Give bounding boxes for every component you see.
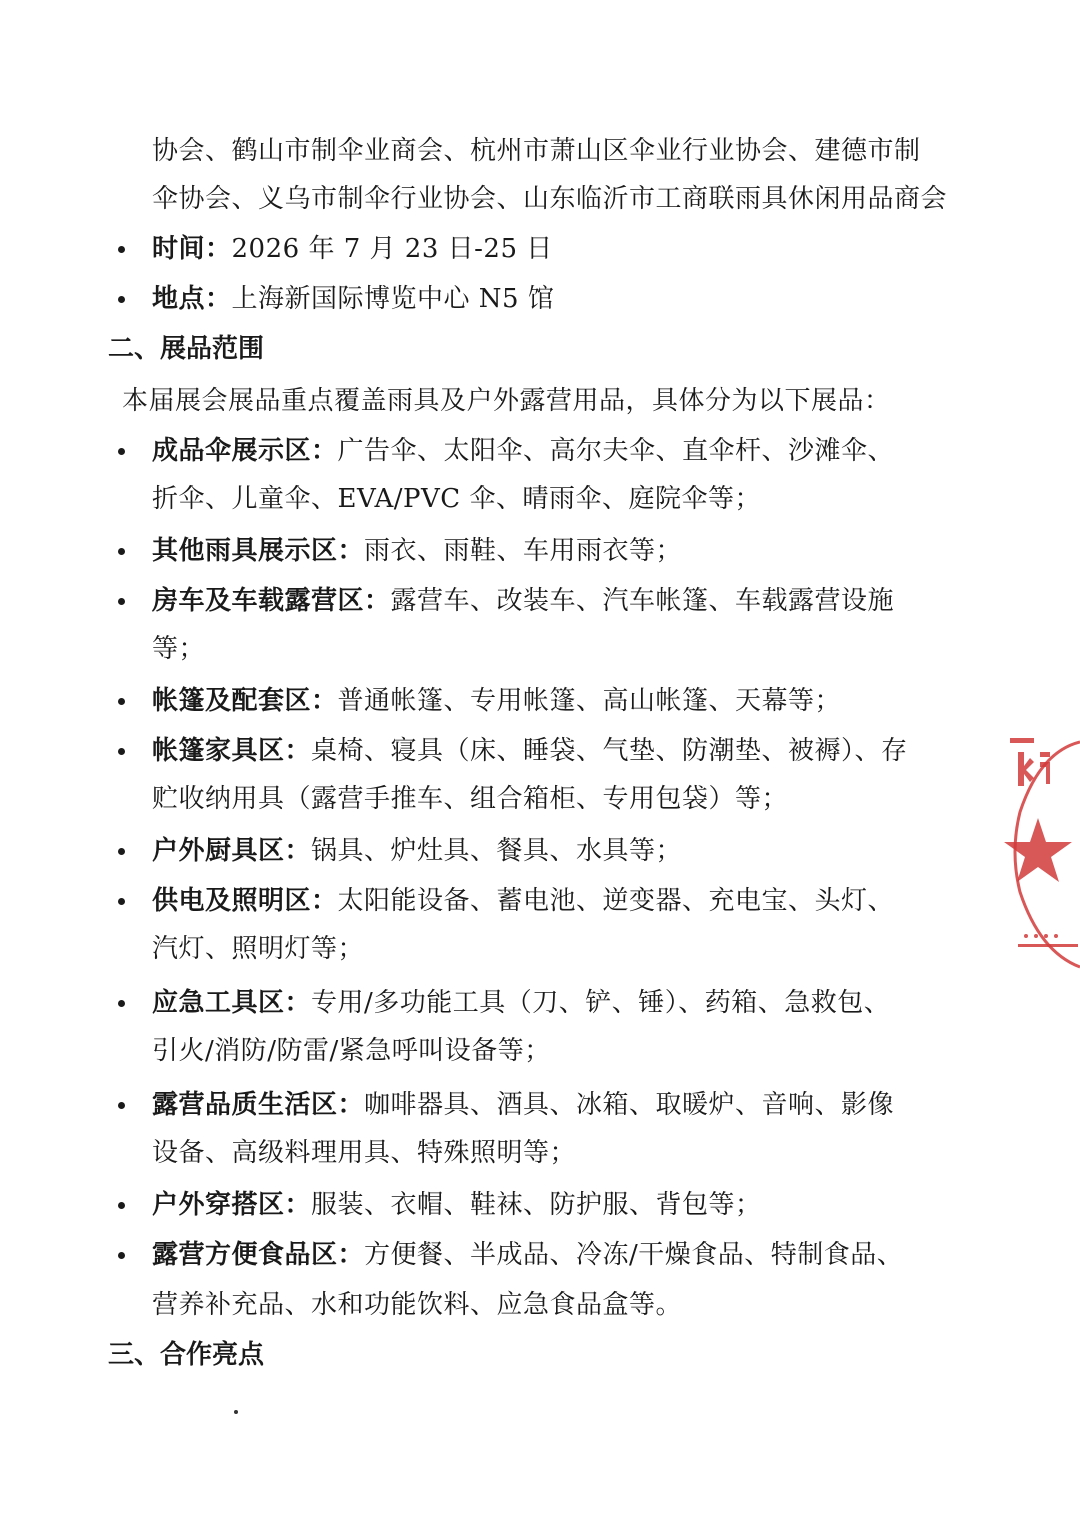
item-tents — [152, 684, 841, 718]
bullet-icon — [118, 698, 125, 705]
item-power-lighting-cont: 汽灯、照明灯等； — [152, 934, 365, 964]
bullet-icon — [118, 296, 125, 303]
item-text: 广告伞、太阳伞、高尔夫伞、直伞杆、沙滩伞、 — [337, 436, 895, 466]
bullet-icon — [118, 1202, 125, 1209]
item-camping-food-cont: 营养补充品、水和功能饮料、应急食品盒等。 — [152, 1290, 683, 1320]
item-label: 成品伞展示区： — [152, 436, 338, 466]
item-text: 太阳能设备、蓄电池、逆变器、充电宝、头灯、 — [337, 886, 895, 916]
item-emergency-tools-cont: 引火/消防/防雷/紧急呼叫设备等； — [152, 1036, 551, 1066]
item-label: 供电及照明区： — [152, 886, 338, 916]
location-value: 上海新国际博览中心 N5 馆 — [231, 284, 555, 314]
bullet-icon — [118, 748, 125, 755]
item-rain-gear — [152, 534, 682, 568]
item-text: 露营车、改装车、汽车帐篷、车载露营设施 — [390, 586, 895, 616]
item-emergency-tools — [152, 986, 890, 1020]
item-label: 帐篷及配套区： — [152, 686, 338, 716]
location-row — [152, 282, 554, 316]
item-text: 锅具、炉灶具、餐具、水具等； — [311, 836, 683, 866]
item-rv-camping — [152, 584, 894, 618]
bullet-icon — [118, 246, 125, 253]
item-power-lighting — [152, 884, 894, 918]
item-label: 应急工具区： — [152, 988, 312, 1018]
section-2-intro: 本届展会展品重点覆盖雨具及户外露营用品，具体分为以下展品： — [122, 386, 891, 416]
time-label: 时间： — [152, 234, 232, 264]
item-label: 帐篷家具区： — [152, 736, 312, 766]
item-rv-camping-cont: 等； — [152, 634, 206, 664]
bullet-icon — [118, 898, 125, 905]
bullet-icon — [118, 448, 125, 455]
location-label: 地点： — [152, 284, 232, 314]
bullet-icon — [118, 1000, 125, 1007]
item-kitchen — [152, 834, 682, 868]
time-row — [152, 232, 553, 266]
item-quality-living — [152, 1088, 894, 1122]
bullet-icon — [118, 848, 125, 855]
item-quality-living-cont: 设备、高级料理用具、特殊照明等； — [152, 1138, 577, 1168]
bullet-icon — [118, 548, 125, 555]
item-umbrella-cont: 折伞、儿童伞、EVA/PVC 伞、晴雨伞、庭院伞等； — [152, 484, 761, 514]
red-seal-icon — [1000, 722, 1080, 982]
item-text: 普通帐篷、专用帐篷、高山帐篷、天幕等； — [337, 686, 842, 716]
item-text: 桌椅、寝具（床、睡袋、气垫、防潮垫、被褥）、存 — [311, 736, 908, 766]
item-label: 露营方便食品区： — [152, 1240, 365, 1270]
bullet-icon — [118, 1102, 125, 1109]
item-camping-food — [152, 1238, 903, 1272]
scan-speck — [234, 1410, 238, 1414]
item-label: 户外穿搭区： — [152, 1190, 312, 1220]
bullet-icon — [118, 598, 125, 605]
item-text: 咖啡器具、酒具、冰箱、取暖炉、音响、影像 — [364, 1090, 895, 1120]
item-label: 户外厨具区： — [152, 836, 312, 866]
item-umbrella — [152, 434, 894, 468]
intro-line-2: 伞协会、义乌市制伞行业协会、山东临沂市工商联雨具休闲用品商会 — [152, 184, 948, 214]
item-label: 其他雨具展示区： — [152, 536, 365, 566]
bullet-icon — [118, 1252, 125, 1259]
item-text: 方便餐、半成品、冷冻/干燥食品、特制食品、 — [364, 1240, 904, 1270]
item-label: 房车及车载露营区： — [152, 586, 391, 616]
item-text: 雨衣、雨鞋、车用雨衣等； — [364, 536, 683, 566]
intro-line-1: 协会、鹤山市制伞业商会、杭州市萧山区伞业行业协会、建德市制 — [152, 136, 921, 166]
item-text: 专用/多功能工具（刀、铲、锤）、药箱、急救包、 — [311, 988, 891, 1018]
item-label: 露营品质生活区： — [152, 1090, 365, 1120]
item-tent-furniture-cont: 贮收纳用具（露营手推车、组合箱柜、专用包袋）等； — [152, 784, 789, 814]
item-tent-furniture — [152, 734, 908, 768]
item-outdoor-wear — [152, 1188, 762, 1222]
section-2-heading: 二、展品范围 — [108, 334, 265, 364]
item-text: 服装、衣帽、鞋袜、防护服、背包等； — [311, 1190, 762, 1220]
section-3-heading: 三、合作亮点 — [108, 1340, 265, 1370]
time-value: 2026 年 7 月 23 日-25 日 — [231, 234, 553, 264]
